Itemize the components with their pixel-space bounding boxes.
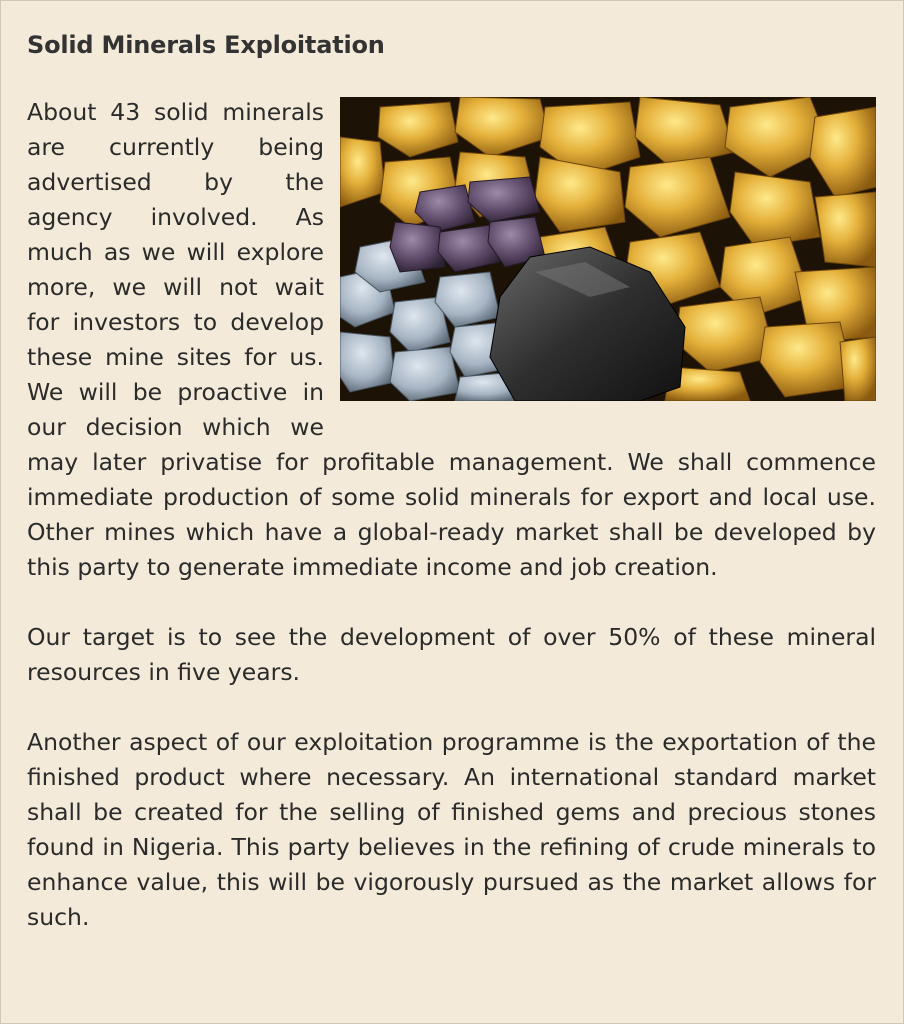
paragraph-2: Our target is to see the development of over 50% of these mineral resources in five years. — [27, 623, 876, 686]
article-title: Solid Minerals Exploitation — [27, 31, 385, 59]
paragraph-3: Another aspect of our exploitation programme is the exportation of the finished product where necessary. An international standard market shall be created for the selling of finished gems and precious stones found in Nigeria. This party believes in the refining of crude minerals to enhance value, this will be vigorously pursued as the market allows for such. — [27, 728, 876, 931]
paragraph-1: About 43 solid minerals are currently being advertised by the agency involved. As much as we will explore more, we will not wait for investors to develop these mine sites for us. We will be proactive in our decision which we may later privatise for profitable management. We shall commence immediate production of some solid minerals for export and local use. Other mines which have a global-ready market shall be developed by this party to generate immediate income and job creation. — [27, 98, 876, 581]
minerals-photo — [340, 97, 876, 401]
